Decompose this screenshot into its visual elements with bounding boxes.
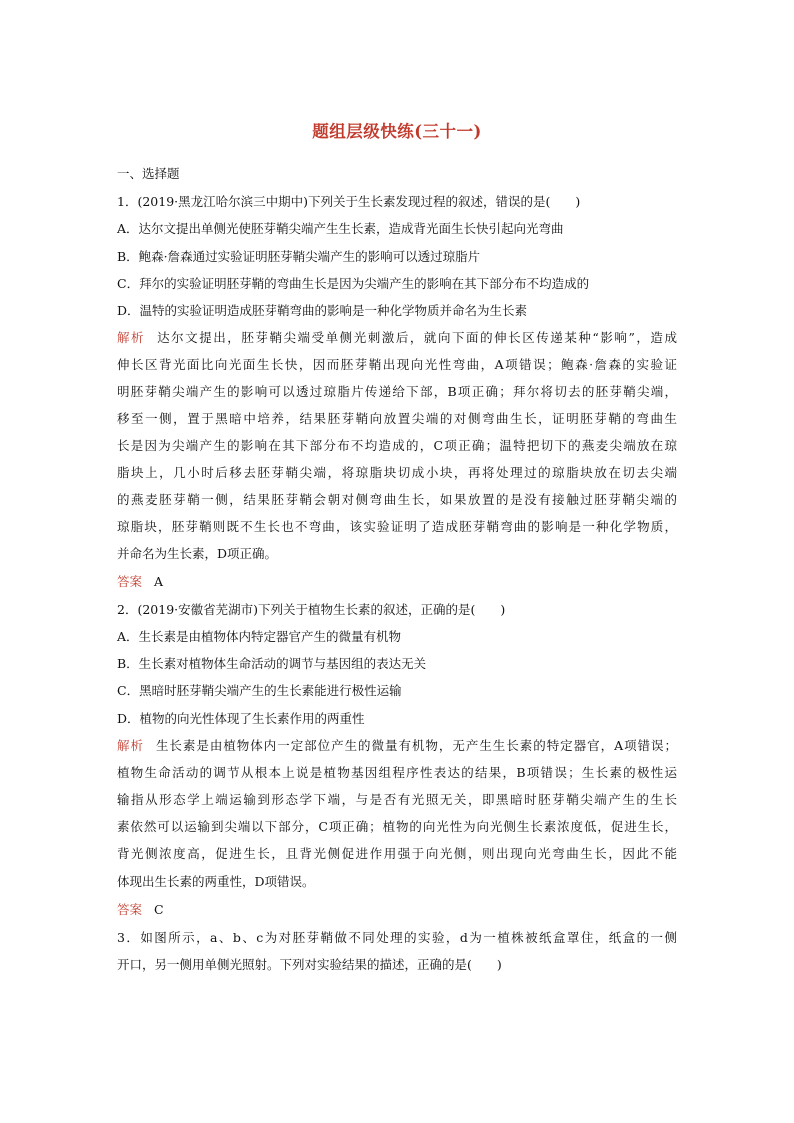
question-1-analysis-line: 并命名为生长素，D项正确。	[117, 546, 278, 561]
answer-value: C	[154, 902, 164, 917]
question-1-analysis-line: 移至一侧，置于黑暗中培养，结果胚芽鞘向放置尖端的对侧弯曲生长，证明胚芽鞘的弯曲生	[117, 411, 677, 426]
question-1-answer	[117, 574, 677, 590]
question-2-analysis-line: 素依然可以运输到尖端以下部分，C项正确；植物的向光性为向光侧生长素浓度低，促进生长，	[117, 819, 677, 834]
question-2-option-c: C．黑暗时胚芽鞘尖端产生的生长素能进行极性运输	[117, 683, 402, 698]
analysis-text: 达尔文提出，胚芽鞘尖端受单侧光刺激后，就向下面的伸长区传递某种“影响”，造成	[157, 330, 677, 345]
question-1-analysis-line	[117, 330, 677, 346]
analysis-text: 生长素是由植物体内一定部位产生的微量有机物，无产生生长素的特定器官，A项错误；	[155, 738, 677, 753]
question-2-stem: 2．(2019·安徽省芜湖市)下列关于植物生长素的叙述，正确的是( )	[117, 602, 506, 617]
question-2-analysis-line: 输指从形态学上端运输到形态学下端，与是否有光照无关，即黑暗时胚芽鞘尖端产生的生长	[117, 792, 677, 807]
question-3-stem-line: 3．如图所示，a、b、c为对胚芽鞘做不同处理的实验，d为一植株被纸盒罩住，纸盒的一侧	[117, 930, 677, 945]
question-1-option-d: D．温特的实验证明造成胚芽鞘弯曲的影响是一种化学物质并命名为生长素	[117, 303, 528, 318]
section-heading: 一、选择题	[117, 166, 180, 181]
question-1-analysis-line: 琼脂块，胚芽鞘则既不生长也不弯曲，该实验证明了造成胚芽鞘弯曲的影响是一种化学物质，	[117, 519, 677, 534]
question-2-analysis-line: 体现出生长素的两重性，D项错误。	[117, 874, 315, 889]
question-1-option-b: B．鲍森·詹森通过实验证明胚芽鞘尖端产生的影响可以透过琼脂片	[117, 249, 481, 264]
question-2-analysis-line: 背光侧浓度高，促进生长，且背光侧促进作用强于向光侧，则出现向光弯曲生长，因此不能	[117, 846, 677, 861]
page-title: 题组层级快练(三十一)	[312, 122, 482, 141]
question-1-option-a: A．达尔文提出单侧光使胚芽鞘尖端产生生长素，造成背光面生长快引起向光弯曲	[117, 221, 564, 236]
question-1-analysis-line: 的燕麦胚芽鞘一侧，结果胚芽鞘会朝对侧弯曲生长，如果放置的是没有接触过胚芽鞘尖端的	[117, 492, 677, 507]
analysis-label: 解析	[117, 330, 146, 345]
question-1-analysis-line: 伸长区背光面比向光面生长快，因而胚芽鞘出现向光性弯曲，A项错误；鲍森·詹森的实验证	[117, 357, 677, 372]
question-1-analysis-line: 明胚芽鞘尖端产生的影响可以透过琼脂片传递给下部，B项正确；拜尔将切去的胚芽鞘尖端，	[117, 384, 677, 399]
answer-value: A	[154, 574, 164, 589]
question-1-analysis-line: 脂块上，几小时后移去胚芽鞘尖端，将琼脂块切成小块，再将处理过的琼脂块放在切去尖端	[117, 465, 677, 480]
question-2-analysis-line: 植物生命活动的调节从根本上说是植物基因组程序性表达的结果，B项错误；生长素的极性运	[117, 765, 677, 780]
question-3-stem-line: 开口，另一侧用单侧光照射。下列对实验结果的描述，正确的是( )	[117, 957, 502, 972]
question-2-option-b: B．生长素对植物体生命活动的调节与基因组的表达无关	[117, 656, 427, 671]
question-1-analysis-line: 长是因为尖端产生的影响在其下部分布不均造成的，C项正确；温特把切下的燕麦尖端放在琼	[117, 438, 677, 453]
question-2-option-a: A．生长素是由植物体内特定器官产生的微量有机物	[117, 629, 402, 644]
question-2-option-d: D．植物的向光性体现了生长素作用的两重性	[117, 711, 365, 726]
answer-label: 答案	[117, 574, 143, 589]
question-1-option-c: C．拜尔的实验证明胚芽鞘的弯曲生长是因为尖端产生的影响在其下部分布不均造成的	[117, 276, 590, 291]
analysis-label: 解析	[117, 738, 144, 753]
question-1-stem: 1．(2019·黑龙江哈尔滨三中期中)下列关于生长素发现过程的叙述，错误的是( )	[117, 194, 581, 209]
question-2-analysis-line	[117, 738, 677, 754]
answer-label: 答案	[117, 902, 143, 917]
question-2-answer	[117, 902, 677, 918]
